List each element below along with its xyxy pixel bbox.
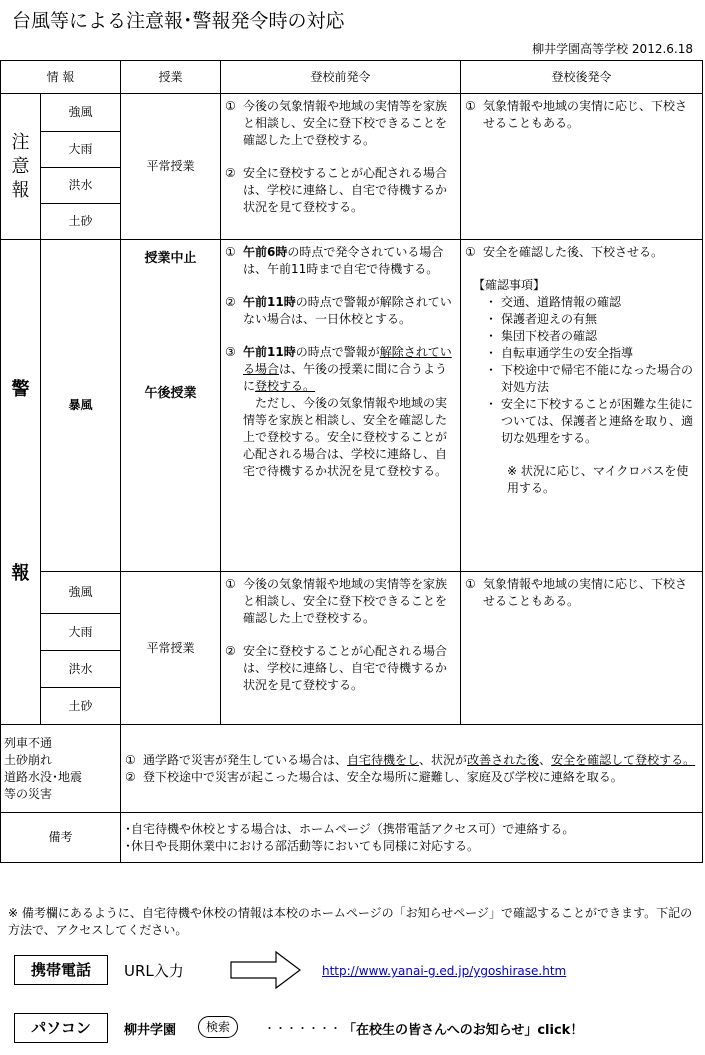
storm-label: 暴風 — [41, 240, 121, 572]
url-input-label: URL入力 — [124, 962, 184, 980]
confirm-list: ・ 交通、道路情報の確認 ・ 保護者迎えの有無 ・ 集団下校者の確認 ・ 自転車通学生の安全指導 ・ 下校途中で帰宅不能になった場合の対処方法 ・ 安全に下校することが困難な生徒については、保護者と連絡を取り、適切な処理をする。 — [485, 295, 694, 445]
caution-type: 大雨 — [41, 132, 121, 168]
afternoon-label: 午後授業 — [144, 386, 197, 401]
remarks-content: ･自宅待機や休校とする場合は、ホームページ（携帯電話アクセス可）で連絡する。 ･休日や長期休業中における部活動等においても同様に対応する。 — [121, 813, 703, 863]
footer-note: ※ 備考欄にあるように、自宅待機や休校の情報は本校のホームページの「お知らせページ」で確認することができます。下記の方法で、アクセスしてください。 — [8, 906, 693, 937]
caution-class: 平常授業 — [121, 94, 221, 240]
caution-type: 土砂 — [41, 204, 121, 240]
col-info: 情 報 — [1, 61, 121, 94]
caution-after: ① 気象情報や地域の実情に応じ、下校させることもある。 — [461, 94, 703, 240]
warning-after: ① 気象情報や地域の実情に応じ、下校させることもある。 — [461, 572, 703, 725]
mobile-label: 携帯電話 — [14, 955, 108, 985]
cancel-label: 授業中止 — [144, 251, 197, 266]
warning-type: 強風 — [41, 572, 121, 614]
search-button[interactable]: 検索 — [198, 1016, 238, 1038]
arrow-right-icon — [230, 950, 302, 990]
remarks-label: 備考 — [1, 813, 121, 863]
pc-label: パソコン — [14, 1013, 108, 1043]
warning-class: 平常授業 — [121, 572, 221, 725]
caution-label: 注 意 報 — [1, 94, 41, 240]
storm-class — [121, 240, 221, 572]
col-after: 登校後発令 — [461, 61, 703, 94]
school-url-link[interactable]: http://www.yanai-g.ed.jp/ygoshirase.htm — [322, 964, 567, 978]
school-date: 柳井学園高等学校 2012.6.18 — [532, 42, 693, 56]
warning-before: ① 今後の気象情報や地域の実情等を家族と相談し、安全に登下校できることを確認した上で登校する。 ② 安全に登校することが心配される場合は、学校に連絡し、自宅で待機するか状況を見て登校する。 — [221, 572, 461, 725]
storm-before: ① 午前6時の時点で発令されている場合は、午前11時まで自宅で待機する。 ② 午前11時の時点で警報が解除されていない場合は、一日休校とする。 ③ 午前11時の時点で警報が解除されている場合は、午後の授業に間に合うように登校する。 ただし、今後の気象情報や地域の実情等を家族と相談し、安全を確認した上で登校する。安全に登校することが心配される場合は、学校に連絡し、自宅で待機するか状況を見て登校する。 — [221, 240, 461, 572]
disaster-label: 列車不通 土砂崩れ 道路水没･地震 等の災害 — [1, 725, 121, 813]
caution-before: ① 今後の気象情報や地域の実情等を家族と相談し、安全に登下校できることを確認した上で登校する。 ② 安全に登校することが心配される場合は、学校に連絡し、自宅で待機するか状況を見て登校する。 — [221, 94, 461, 240]
warning-type: 洪水 — [41, 651, 121, 688]
page-title: 台風等による注意報･警報発令時の対応 — [12, 10, 345, 32]
response-table — [0, 60, 703, 863]
warning-label: 警 報 — [1, 240, 41, 725]
dots: ・・・・・・・ — [264, 1022, 341, 1035]
header-row — [1, 61, 703, 94]
caution-type: 洪水 — [41, 168, 121, 204]
col-class: 授業 — [121, 61, 221, 94]
disaster-content: ① 通学路で災害が発生している場合は、自宅待機をし、状況が改善された後、安全を確認して登校する。 ② 登下校途中で災害が起こった場合は、安全な場所に避難し、家庭及び学校に連絡を取る。 — [121, 725, 703, 813]
col-before: 登校前発令 — [221, 61, 461, 94]
search-term: 柳井学園 — [124, 1023, 177, 1038]
notice-click-text[interactable]: 「在校生の皆さんへのお知らせ」click！ — [343, 1023, 584, 1038]
warning-type: 大雨 — [41, 614, 121, 651]
storm-after: ① 安全を確認した後、下校させる。 【確認事項】 ・ 交通、道路情報の確認 ・ 保護者迎えの有無 ・ 集団下校者の確認 ・ 自転車通学生の安全指導 ・ 下校途中で帰宅不能になった場合の対処方法 ・ 安全に下校することが困難な生徒については、保護者と連絡を取り、適切な処理をする。 ※ 状況に応じ、マイクロバスを使用する。 — [461, 240, 703, 572]
caution-type: 強風 — [41, 94, 121, 132]
warning-type: 土砂 — [41, 688, 121, 725]
